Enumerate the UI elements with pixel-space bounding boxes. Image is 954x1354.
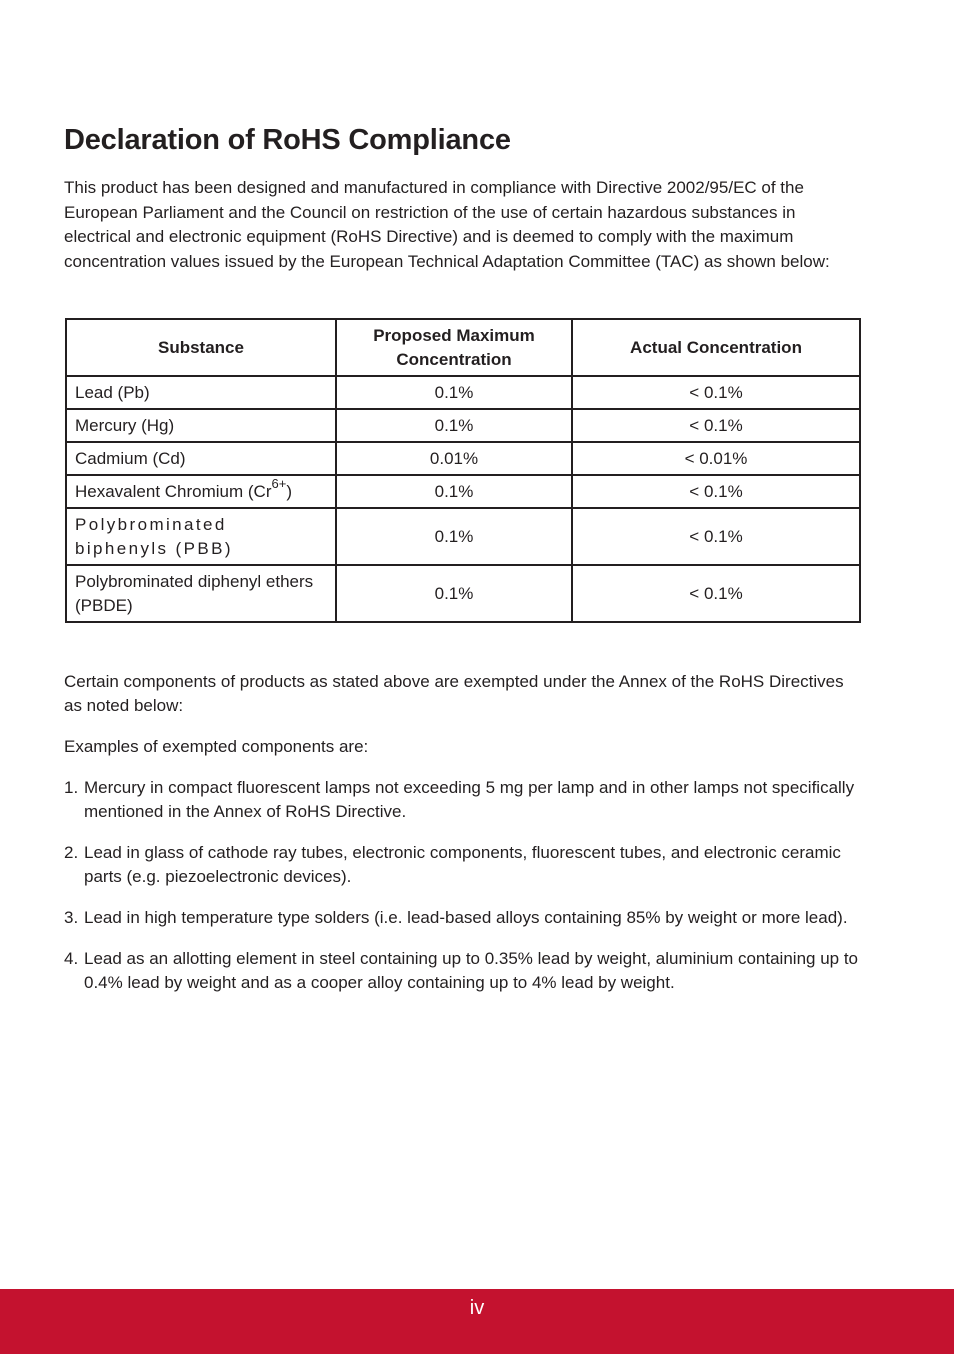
- proposed-cell: 0.1%: [336, 565, 572, 622]
- header-actual: Actual Concentration: [572, 319, 860, 376]
- substance-cell: Polybrominated biphenyls (PBB): [66, 508, 336, 565]
- substance-cell: Polybrominated diphenyl ethers (PBDE): [66, 565, 336, 622]
- substance-text-end: ): [286, 481, 292, 501]
- exemption-list: [64, 776, 864, 1012]
- table-row: [66, 475, 860, 508]
- proposed-cell: 0.1%: [336, 376, 572, 409]
- table-header-row: [66, 319, 860, 376]
- actual-cell: < 0.1%: [572, 409, 860, 442]
- actual-cell: < 0.1%: [572, 475, 860, 508]
- footer-bar: [0, 1289, 954, 1354]
- examples-intro: Examples of exempted components are:: [64, 737, 369, 756]
- actual-cell: < 0.1%: [572, 565, 860, 622]
- list-text: Lead as an allotting element in steel containing up to 0.35% lead by weight, aluminium containing up to 0.4% lead by weight and as a cooper alloy containing up to 4% lead by weight.: [84, 949, 859, 992]
- proposed-cell: 0.1%: [336, 409, 572, 442]
- list-number: 1.: [64, 778, 79, 797]
- header-proposed-max: Proposed Maximum Concentration: [336, 319, 572, 376]
- actual-cell: < 0.1%: [572, 508, 860, 565]
- rohs-table: [65, 318, 861, 623]
- actual-cell: < 0.1%: [572, 376, 860, 409]
- list-item: [64, 841, 864, 889]
- list-text: Lead in high temperature type solders (i.e. lead-based alloys containing 85% by weight or more lead).: [84, 908, 848, 927]
- page-title: Declaration of RoHS Compliance: [64, 124, 511, 156]
- list-text: Mercury in compact fluorescent lamps not exceeding 5 mg per lamp and in other lamps not specifically mentioned in the Annex of RoHS Directive.: [84, 778, 855, 821]
- substance-cell: Cadmium (Cd): [66, 442, 336, 475]
- intro-paragraph: This product has been designed and manufactured in compliance with Directive 2002/95/EC of the European Parliament and the Council on restriction of the use of certain hazardous substances in electrical and electronic equipment (RoHS Directive) and is deemed to comply with the maximum concentration values issued by the European Technical Adaptation Committee (TAC) as shown below:: [64, 178, 830, 271]
- proposed-cell: 0.1%: [336, 508, 572, 565]
- header-substance: Substance: [66, 319, 336, 376]
- list-item: [64, 776, 864, 824]
- substance-text: Hexavalent Chromium (Cr: [75, 481, 272, 501]
- table-row: [66, 508, 860, 565]
- superscript: 6+: [271, 475, 287, 491]
- table-row: [66, 442, 860, 475]
- list-text: Lead in glass of cathode ray tubes, electronic components, fluorescent tubes, and electronic ceramic parts (e.g. piezoelectronic devices).: [84, 843, 841, 886]
- exempt-note: Certain components of products as stated above are exempted under the Annex of the RoHS Directives as noted below:: [64, 672, 844, 715]
- list-number: 2.: [64, 843, 79, 862]
- proposed-cell: 0.1%: [336, 475, 572, 508]
- table-row: [66, 376, 860, 409]
- page-number: iv: [469, 1297, 485, 1319]
- substance-cell: Mercury (Hg): [66, 409, 336, 442]
- table-row: [66, 409, 860, 442]
- list-number: 4.: [64, 949, 79, 968]
- list-number: 3.: [64, 908, 79, 927]
- proposed-cell: 0.01%: [336, 442, 572, 475]
- actual-cell: < 0.01%: [572, 442, 860, 475]
- substance-cell: [66, 475, 336, 508]
- list-item: [64, 906, 864, 930]
- list-item: [64, 947, 864, 995]
- substance-cell: Lead (Pb): [66, 376, 336, 409]
- table-row: [66, 565, 860, 622]
